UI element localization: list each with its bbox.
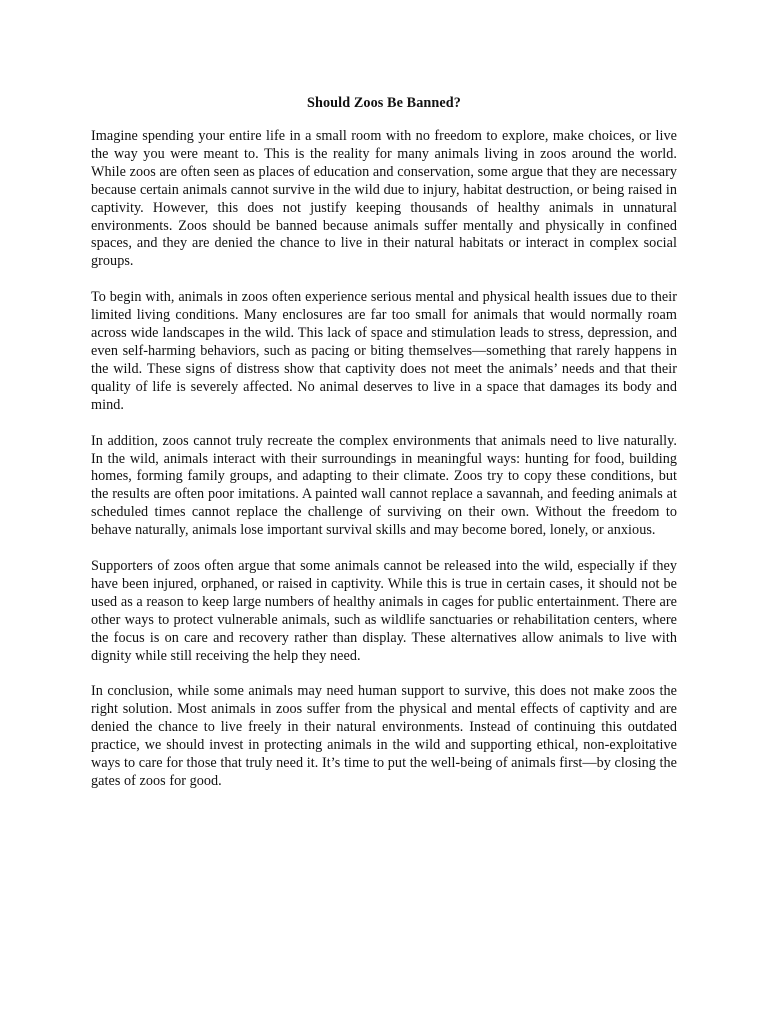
- paragraph-conclusion: In conclusion, while some animals may need human support to survive, this does not make zoos the right solution. Most animals in zoos suffer from the physical and mental effects of captivity and are denied the chance to live freely in their natural environments. Instead of continuing this outdated practice, we should invest in protecting animals in the wild and supporting ethical, non-exploitative ways to care for those that truly need it. It’s time to put the well-being of animals first—by closing the gates of zoos for good.: [91, 683, 677, 789]
- document-title: Should Zoos Be Banned?: [307, 95, 461, 111]
- paragraph-counterargument: Supporters of zoos often argue that some animals cannot be released into the wild, especially if they have been injured, orphaned, or raised in captivity. While this is true in certain cases, it should not be used as a reason to keep large numbers of healthy animals in cages for public entertainment. There are other ways to protect vulnerable animals, such as wildlife sanctuaries or rehabilitation centers, where the focus is on care and recovery rather than display. These alternatives allow animals to live with dignity while still receiving the help they need.: [91, 558, 677, 664]
- paragraph-introduction: Imagine spending your entire life in a small room with no freedom to explore, make choices, or live the way you were meant to. This is the reality for many animals living in zoos around the world. While zoos are often seen as places of education and conservation, some argue that they are necessary because certain animals cannot survive in the wild due to injury, habitat destruction, or being raised in captivity. However, this does not justify keeping thousands of healthy animals in unnatural environments. Zoos should be banned because animals suffer mentally and physically in confined spaces, and they are denied the chance to live in their natural habitats or interact in complex social groups.: [91, 128, 677, 270]
- document-page: [91, 94, 677, 809]
- paragraph-health-issues: To begin with, animals in zoos often experience serious mental and physical health issues due to their limited living conditions. Many enclosures are far too small for animals that would normally roam across wide landscapes in the wild. This lack of space and stimulation leads to stress, depression, and even self-harming behaviors, such as pacing or biting themselves—something that rarely happens in the wild. These signs of distress show that captivity does not meet the animals’ needs and that their quality of life is severely affected. No animal deserves to live in a space that damages its body and mind.: [91, 289, 677, 413]
- paragraph-environments: In addition, zoos cannot truly recreate the complex environments that animals need to live naturally. In the wild, animals interact with their surroundings in meaningful ways: hunting for food, building homes, forming family groups, and adapting to their climate. Zoos try to copy these conditions, but the results are often poor imitations. A painted wall cannot replace a savannah, and feeding animals at scheduled times cannot replace the challenge of surviving on their own. Without the freedom to behave naturally, animals lose important survival skills and may become bored, lonely, or anxious.: [91, 432, 677, 539]
